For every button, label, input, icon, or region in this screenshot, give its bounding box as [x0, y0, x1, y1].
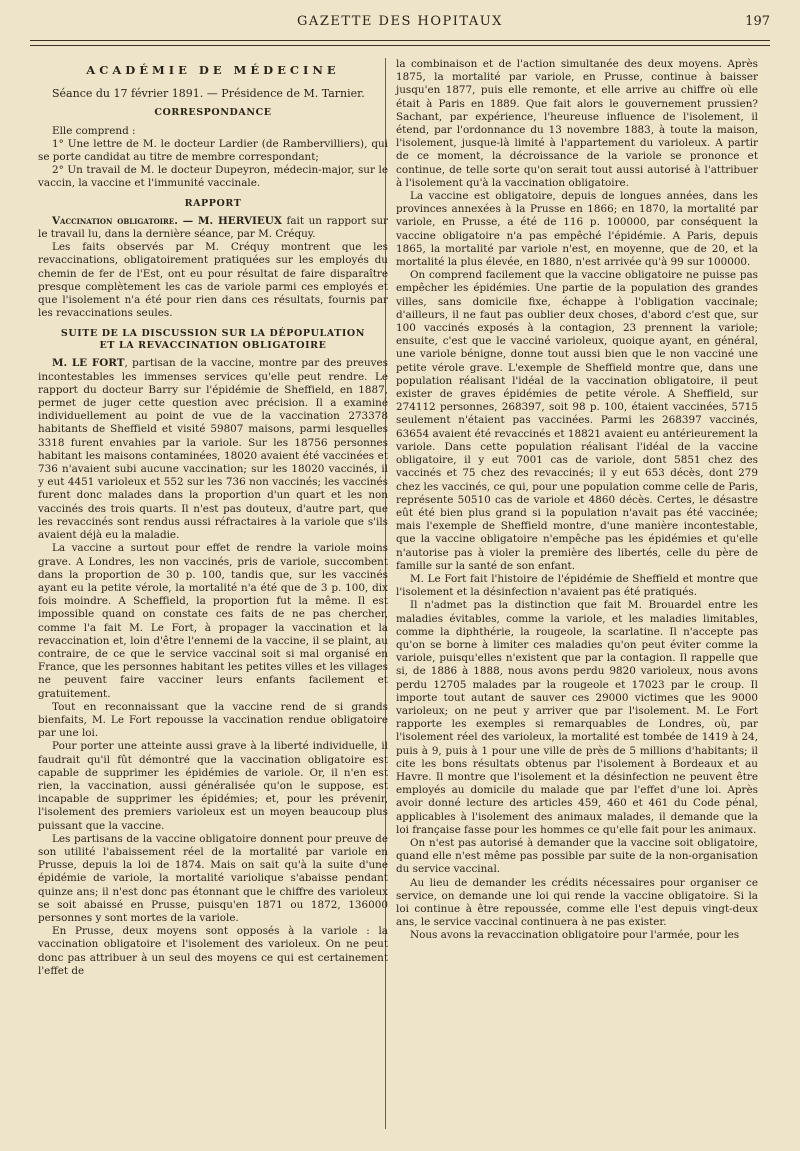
paragraph: On n'est pas autorisé à demander que la vaccine soit obligatoire, quand elle n'est même pas possible par suite de la non-organisation du service vaccinal.: [396, 836, 758, 876]
page-number: 197: [745, 14, 770, 29]
rapport-heading: RAPPORT: [184, 197, 242, 209]
paragraph: M. Le Fort fait l'histoire de l'épidémie de Sheffield et montre que l'isolement et la désinfection n'avaient pas été pratiqués.: [396, 572, 758, 599]
discussion-heading-line: SUITE DE LA DISCUSSION SUR LA DÉPOPULATION: [60, 328, 366, 340]
paragraph: 1° Une lettre de M. le docteur Lardier (de Rambervilliers), qui se porte candidat au titre de membre correspondant;: [38, 137, 388, 164]
paragraph: On comprend facilement que la vaccine obligatoire ne puisse pas empêcher les épidémies. Une partie de la population des grandes villes, sans domicile fixe, échappe à l'obligation vaccinale; d'ailleurs, il ne faut pas oublier deux choses, d'abord c'est que, sur 100 vaccinés exposés à la contagion, 23 prennent la variole; ensuite, c'est que le vacciné varioleux, quoique ayant, en général, une variole bénigne, donne tout aussi bien que le non vacciné une petite vérole grave. L'exemple de Sheffield montre que, dans une population réalisant l'idéal de la vaccination obligatoire, il peut exister de graves épidémies de petite vérole. A Sheffield, sur 274112 personnes, 268397, soit 98 p. 100, étaient vaccinées, 5715 seulement n'étaient pas vaccinées. Parmi les 268397 vaccinés, 63654 avaient été revaccinés et 18821 avaient eu antérieurement la variole. Dans cette population réalisant l'idéal de la vaccine obligatoire, il y eut 7001 cas de variole, dont 5851 chez des vaccinés et 75 chez des revaccinés; il y eut 653 décès, dont 279 chez les vaccinés, ce qui, pour une population comme celle de Paris, représente 50510 cas de variole et 4860 décès. Certes, le désastre eût été bien plus grand si la population n'avait pas été vaccinée; mais l'exemple de Sheffield montre, d'une manière incontestable, que la vaccine obligatoire n'empêche pas les épidémies et qu'elle n'autorise pas à violer la première des libertés, celle du père de famille sur la santé de son enfant.: [396, 269, 758, 572]
correspondance-heading: CORRESPONDANCE: [154, 107, 272, 119]
paragraph: La vaccine est obligatoire, depuis de longues années, dans les provinces annexées à la Prusse en 1866; en 1870, la mortalité par variole, en Prusse, a été de 116 p. 100000, par conséquent la vaccine obligatoire n'a pas empêché l'épidémie. A Paris, depuis 1865, la mortalité par variole n'est, en moyenne, que de 20, et la mortalité la plus élevée, en 1880, n'est arrivée qu'à 99 sur 100000.: [396, 190, 758, 269]
header-rule-thin: [30, 45, 770, 46]
paragraph: En Prusse, deux moyens sont opposés à la variole : la vaccination obligatoire et l'isolement des varioleux. On ne peut donc pas attribuer à un seul des moyens ce qui est certainement l'effet de: [38, 925, 388, 977]
header-rule-thick: [30, 40, 770, 41]
discussion-heading-line: ET LA REVACCINATION OBLIGATOIRE: [99, 340, 327, 352]
paragraph: Au lieu de demander les crédits nécessaires pour organiser ce service, on demande une loi qui rende la vaccine obligatoire. Si la loi continue à être repoussée, comme elle l'est depuis vingt-deux ans, le service vaccinal continuera à ne pas exister.: [396, 876, 758, 929]
paragraph-text: , partisan de la vaccine, montre par des preuves incontestables les immenses services qu'elle peut rendre. Le rapport du docteur Barry sur l'épidémie de Sheffield, en 1887, permet de juger cette question avec précision. Il a examiné individuellement au point de vue de la vaccination 273378 habitants de Sheffield et visité 59807 maisons, parmi lesquelles 3318 furent envahies par la variole. Sur les 18756 personnes habitant les maisons contaminées, 18020 avaient été vaccinées et 736 n'avaient subi aucune vaccination; sur les 18020 vaccinés, il y eut 4451 varioleux et 552 sur les 736 non vaccinés; les vaccinés furent donc malades dans la proportion d'un quart et les non vaccinés des trois quarts. Il n'est pas douteux, d'autre part, que les revaccinés sont rendus aussi réfractaires à la variole que s'ils avaient déjà eu la maladie.: [38, 357, 388, 542]
paragraph-text: fait un rapport sur le travail lu, dans la dernière séance, par M. Créquy.: [38, 214, 388, 241]
journal-title: GAZETTE DES HOPITAUX: [297, 14, 503, 29]
section-heading-academie: ACADÉMIE DE MÉDECINE: [86, 63, 340, 77]
paragraph: Les partisans de la vaccine obligatoire donnent pour preuve de son utilité l'abaissement réel de la mortalité par variole en Prusse, depuis la loi de 1874. Mais on sait qu'à la suite d'une épidémie de variole, la mortalité variolique s'abaisse pendant quinze ans; il n'est donc pas étonnant que le chiffre des varioleux se soit abaissé en Prusse, puisqu'en 1871 ou 1872, 136000 personnes y sont mortes de la variole.: [38, 832, 388, 924]
paragraph: la combinaison et de l'action simultanée des deux moyens. Après 1875, la mortalité par variole, en Prusse, continue à baisser jusqu'en 1877, puis elle remonte, et elle arrive au chiffre où elle était à Paris en 1889. Que fait alors le gouvernement prussien? Sachant, par expérience, l'heureuse influence de l'isolement, il étend, par l'ordonnance du 13 novembre 1883, à toute la maison, l'isolement, jusque-là limité à l'appartement du varioleux. A partir de ce moment, la décroissance de la variole se prononce et continue, de telle sorte qu'on serait tout aussi autorisé à l'attribuer à l'isolement qu'à la vaccination obligatoire.: [396, 58, 758, 189]
paragraph: Nous avons la revaccination obligatoire pour l'armée, pour les: [410, 929, 740, 942]
lead-in: Vaccination obligatoire. — M. HERVIEUX: [52, 214, 282, 227]
speaker-name: M. LE FORT: [52, 357, 125, 370]
paragraph: La vaccine a surtout pour effet de rendre la variole moins grave. A Londres, les non vaccinés, pris de variole, succombent dans la proportion de 30 p. 100, tandis que, sur les vaccinés ayant eu la petite vérole, la mortalité n'a été que de 3 p. 100, dix fois moindre. A Scheffield, la proportion fut la même. Il est impossible quand on constate ces faits de ne pas chercher, comme l'a fait M. Le Fort, à propager la vaccination et la revaccination et, loin d'être l'ennemi de la vaccine, il se plaint, au contraire, de ce que le service vaccinal soit si mal organisé en France, que les personnes habitant les petites villes et les villages ne peuvent faire vacciner leurs enfants facilement et gratuitement.: [38, 542, 388, 700]
paragraph: Elle comprend :: [52, 124, 136, 137]
running-header: [30, 14, 770, 38]
left-column: [38, 58, 388, 978]
paragraph: [38, 215, 388, 241]
seance-line: Séance du 17 février 1891. — Présidence de M. Tarnier.: [52, 87, 365, 101]
paragraph: Pour porter une atteinte aussi grave à la liberté individuelle, il faudrait qu'il fût démontré que la vaccination obligatoire est capable de supprimer les épidémies de variole. Or, il n'en est rien, la vaccination, aussi généralisée qu'on le suppose, est incapable de supprimer les épidémies; et, pour les prévenir, l'isolement des premiers varioleux est un moyen beaucoup plus puissant que la vaccine.: [38, 740, 388, 832]
right-column: [396, 58, 758, 943]
discussion-heading: [38, 328, 388, 352]
paragraph: Les faits observés par M. Créquy montrent que les revaccinations, obligatoirement pratiquées sur les employés du chemin de fer de l'Est, ont eu pour résultat de faire disparaître presque complètement les cas de variole parmi ces employés et que l'isolement n'a été pour rien dans ces résultats, fournis par les revaccinations seules.: [38, 241, 388, 320]
paragraph: 2° Un travail de M. le docteur Dupeyron, médecin-major, sur le vaccin, la vaccine et l'immunité vaccinale.: [38, 164, 388, 190]
paragraph: Il n'admet pas la distinction que fait M. Brouardel entre les maladies évitables, comme la variole, et les maladies limitables, comme la diphthérie, la rougeole, la scarlatine. Il n'accepte pas qu'on se borne à limiter ces maladies qu'on peut éviter comme la variole, puisqu'elles n'existent que par la contagion. Il rappelle que si, de 1886 à 1888, nous avons perdu 9820 varioleux, nous avons perdu 12705 malades par la rougeole et 17023 par le croup. Il importe tout autant de sauver ces 29000 victimes que les 9000 varioleux; on ne peut y arriver que par l'isolement. M. Le Fort rapporte les exemples si remarquables de Londres, où, par l'isolement réel des varioleux, la mortalité est tombée de 1419 à 24, puis à 9, puis à 1 pour une ville de près de 5 millions d'habitants; il cite les bons résultats obtenus par l'isolement à Bordeaux et au Havre. Il montre que l'isolement et la désinfection ne peuvent être employés au domicile du malade que par l'effet d'une loi. Après avoir donné lecture des articles 459, 460 et 461 du Code pénal, applicables à l'isolement des animaux malades, il demande que la loi française fasse pour les hommes ce qu'elle fait pour les animaux.: [396, 599, 758, 836]
paragraph: [38, 357, 388, 542]
paragraph: Tout en reconnaissant que la vaccine rend de si grands bienfaits, M. Le Fort repousse la vaccination rendue obligatoire par une loi.: [38, 700, 388, 740]
